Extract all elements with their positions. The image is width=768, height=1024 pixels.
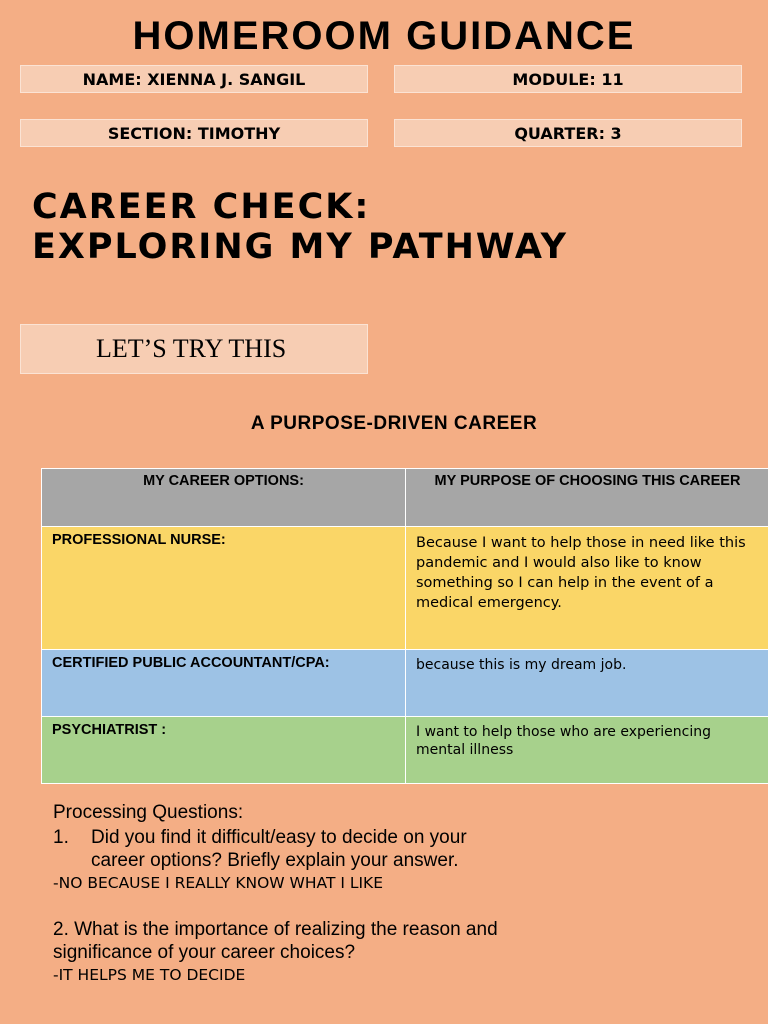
- table-row: [42, 717, 768, 784]
- module-field: MODULE: 11: [394, 65, 742, 93]
- table-header-purpose: MY PURPOSE OF CHOOSING THIS CAREER: [406, 469, 768, 527]
- question-1: [53, 826, 467, 872]
- quarter-field: QUARTER: 3: [394, 119, 742, 147]
- answer-1: -NO BECAUSE I REALLY KNOW WHAT I LIKE: [53, 874, 383, 892]
- processing-questions-title: Processing Questions:: [53, 802, 244, 823]
- career-purpose: because this is my dream job.: [406, 650, 768, 717]
- table-header-career: MY CAREER OPTIONS:: [42, 469, 406, 527]
- answer-2: -IT HELPS ME TO DECIDE: [53, 966, 246, 984]
- lesson-heading: [32, 187, 568, 267]
- career-table: [41, 468, 768, 784]
- table-row: [42, 650, 768, 717]
- career-purpose: Because I want to help those in need like this pandemic and I would also like to know something so I can help in the event of a medical emergency.: [406, 527, 768, 650]
- question-1-number: 1.: [53, 827, 69, 848]
- table-header-row: [42, 469, 768, 527]
- name-field: NAME: XIENNA J. SANGIL: [20, 65, 368, 93]
- career-option: PSYCHIATRIST :: [42, 717, 406, 784]
- career-option: CERTIFIED PUBLIC ACCOUNTANT/CPA:: [42, 650, 406, 717]
- question-1-line1: Did you find it difficult/easy to decide on your: [91, 827, 467, 848]
- page-title: HOMEROOM GUIDANCE: [132, 14, 636, 58]
- question-1-line2: career options? Briefly explain your answer.: [91, 850, 459, 871]
- question-2: [53, 918, 498, 964]
- question-2-line2: significance of your career choices?: [53, 942, 356, 963]
- activity-label: LET’S TRY THIS: [20, 324, 368, 374]
- table-row: [42, 527, 768, 650]
- lesson-title-line2: EXPLORING MY PATHWAY: [32, 227, 568, 267]
- activity-subtitle: A PURPOSE-DRIVEN CAREER: [250, 413, 538, 434]
- lesson-title-line1: CAREER CHECK:: [32, 187, 371, 227]
- career-option: PROFESSIONAL NURSE:: [42, 527, 406, 650]
- career-purpose: I want to help those who are experiencing mental illness: [406, 717, 768, 784]
- section-field: SECTION: TIMOTHY: [20, 119, 368, 147]
- question-2-line1: 2. What is the importance of realizing the reason and: [53, 919, 498, 940]
